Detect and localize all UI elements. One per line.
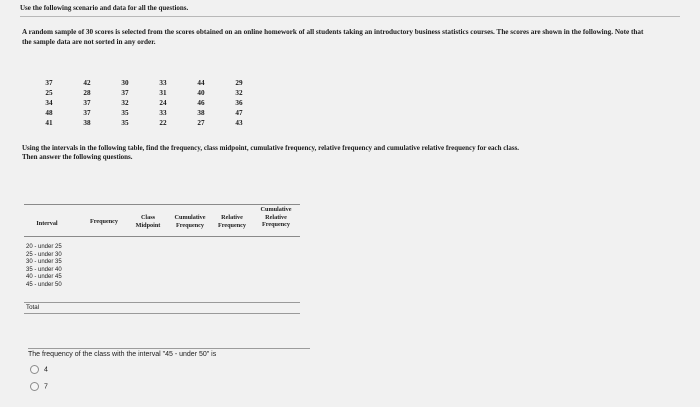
table-row-rule bbox=[24, 302, 300, 303]
option-label: 4 bbox=[43, 366, 48, 374]
score-cell: 48 bbox=[45, 109, 53, 117]
radio-button[interactable] bbox=[30, 382, 39, 391]
score-cell: 34 bbox=[45, 99, 53, 107]
option-label: 7 bbox=[43, 383, 48, 391]
instructions-line: Using the intervals in the following table, find the frequency, class midpoint, cumulative frequency, relative frequency and cumulative relative frequency for each class. bbox=[22, 144, 520, 152]
scores-row bbox=[30, 118, 290, 128]
score-cell: 32 bbox=[235, 89, 243, 97]
instructions bbox=[22, 144, 662, 162]
scores-row bbox=[30, 88, 290, 98]
score-cell: 47 bbox=[235, 109, 243, 117]
scores-row bbox=[30, 98, 290, 108]
header-text: Use the following scenario and data for all the questions. bbox=[20, 4, 189, 12]
interval-label: 40 - under 45 bbox=[26, 274, 62, 281]
scores-row bbox=[30, 78, 290, 88]
question-divider bbox=[28, 348, 310, 349]
header-cumulative-frequency: Cumulative Frequency bbox=[174, 214, 206, 229]
answer-option[interactable] bbox=[30, 365, 48, 374]
question-text: The frequency of the class with the interval "45 - under 50" is bbox=[28, 351, 217, 358]
header-class-midpoint: Class Midpoint bbox=[135, 214, 161, 229]
interval-label: 35 - under 40 bbox=[26, 266, 62, 273]
score-cell: 24 bbox=[159, 99, 167, 107]
score-cell: 31 bbox=[159, 89, 167, 97]
score-cell: 35 bbox=[121, 109, 129, 117]
score-cell: 46 bbox=[197, 99, 205, 107]
score-cell: 37 bbox=[121, 89, 129, 97]
header-interval: Interval bbox=[36, 220, 58, 227]
score-cell: 40 bbox=[197, 89, 205, 97]
radio-button[interactable] bbox=[30, 365, 39, 374]
score-cell: 29 bbox=[235, 79, 243, 87]
score-cell: 37 bbox=[83, 99, 91, 107]
scores-row bbox=[30, 108, 290, 118]
interval-label: 45 - under 50 bbox=[26, 281, 62, 288]
score-cell: 35 bbox=[121, 119, 129, 127]
table-top-rule bbox=[24, 204, 300, 205]
total-label: Total bbox=[26, 304, 40, 311]
score-cell: 38 bbox=[197, 109, 205, 117]
score-cell: 42 bbox=[83, 79, 91, 87]
score-cell: 33 bbox=[159, 109, 167, 117]
score-cell: 36 bbox=[235, 99, 243, 107]
score-cell: 33 bbox=[159, 79, 167, 87]
interval-label: 25 - under 30 bbox=[26, 251, 62, 258]
score-cell: 27 bbox=[197, 119, 205, 127]
header-divider bbox=[20, 16, 680, 17]
header-cumulative-relative-frequency: Cumulative Relative Frequency bbox=[260, 206, 292, 228]
interval-list bbox=[26, 244, 62, 290]
score-cell: 38 bbox=[83, 119, 91, 127]
score-cell: 30 bbox=[121, 79, 129, 87]
header-relative-frequency: Relative Frequency bbox=[217, 214, 247, 229]
table-header-rule bbox=[24, 236, 300, 237]
scenario-paragraph: A random sample of 30 scores is selected from the scores obtained on an online homework of all students taking an introductory business statistics courses. The scores are shown in the following. Note that the sample data are not sorted in any order. bbox=[22, 28, 644, 46]
interval-label: 20 - under 25 bbox=[26, 244, 62, 250]
answer-option[interactable] bbox=[30, 382, 48, 391]
question bbox=[28, 348, 310, 358]
score-cell: 37 bbox=[45, 79, 53, 87]
score-cell: 44 bbox=[197, 79, 205, 87]
table-bottom-rule bbox=[24, 313, 300, 314]
instructions-line: Then answer the following questions. bbox=[22, 153, 133, 161]
header-frequency: Frequency bbox=[89, 218, 119, 225]
score-cell: 22 bbox=[159, 119, 167, 127]
score-cell: 32 bbox=[121, 99, 129, 107]
score-cell: 25 bbox=[45, 89, 53, 97]
score-cell: 43 bbox=[235, 119, 243, 127]
score-cell: 37 bbox=[83, 109, 91, 117]
score-cell: 28 bbox=[83, 89, 91, 97]
score-cell: 41 bbox=[45, 119, 53, 127]
interval-label: 30 - under 35 bbox=[26, 259, 62, 266]
scores-grid bbox=[30, 78, 290, 128]
